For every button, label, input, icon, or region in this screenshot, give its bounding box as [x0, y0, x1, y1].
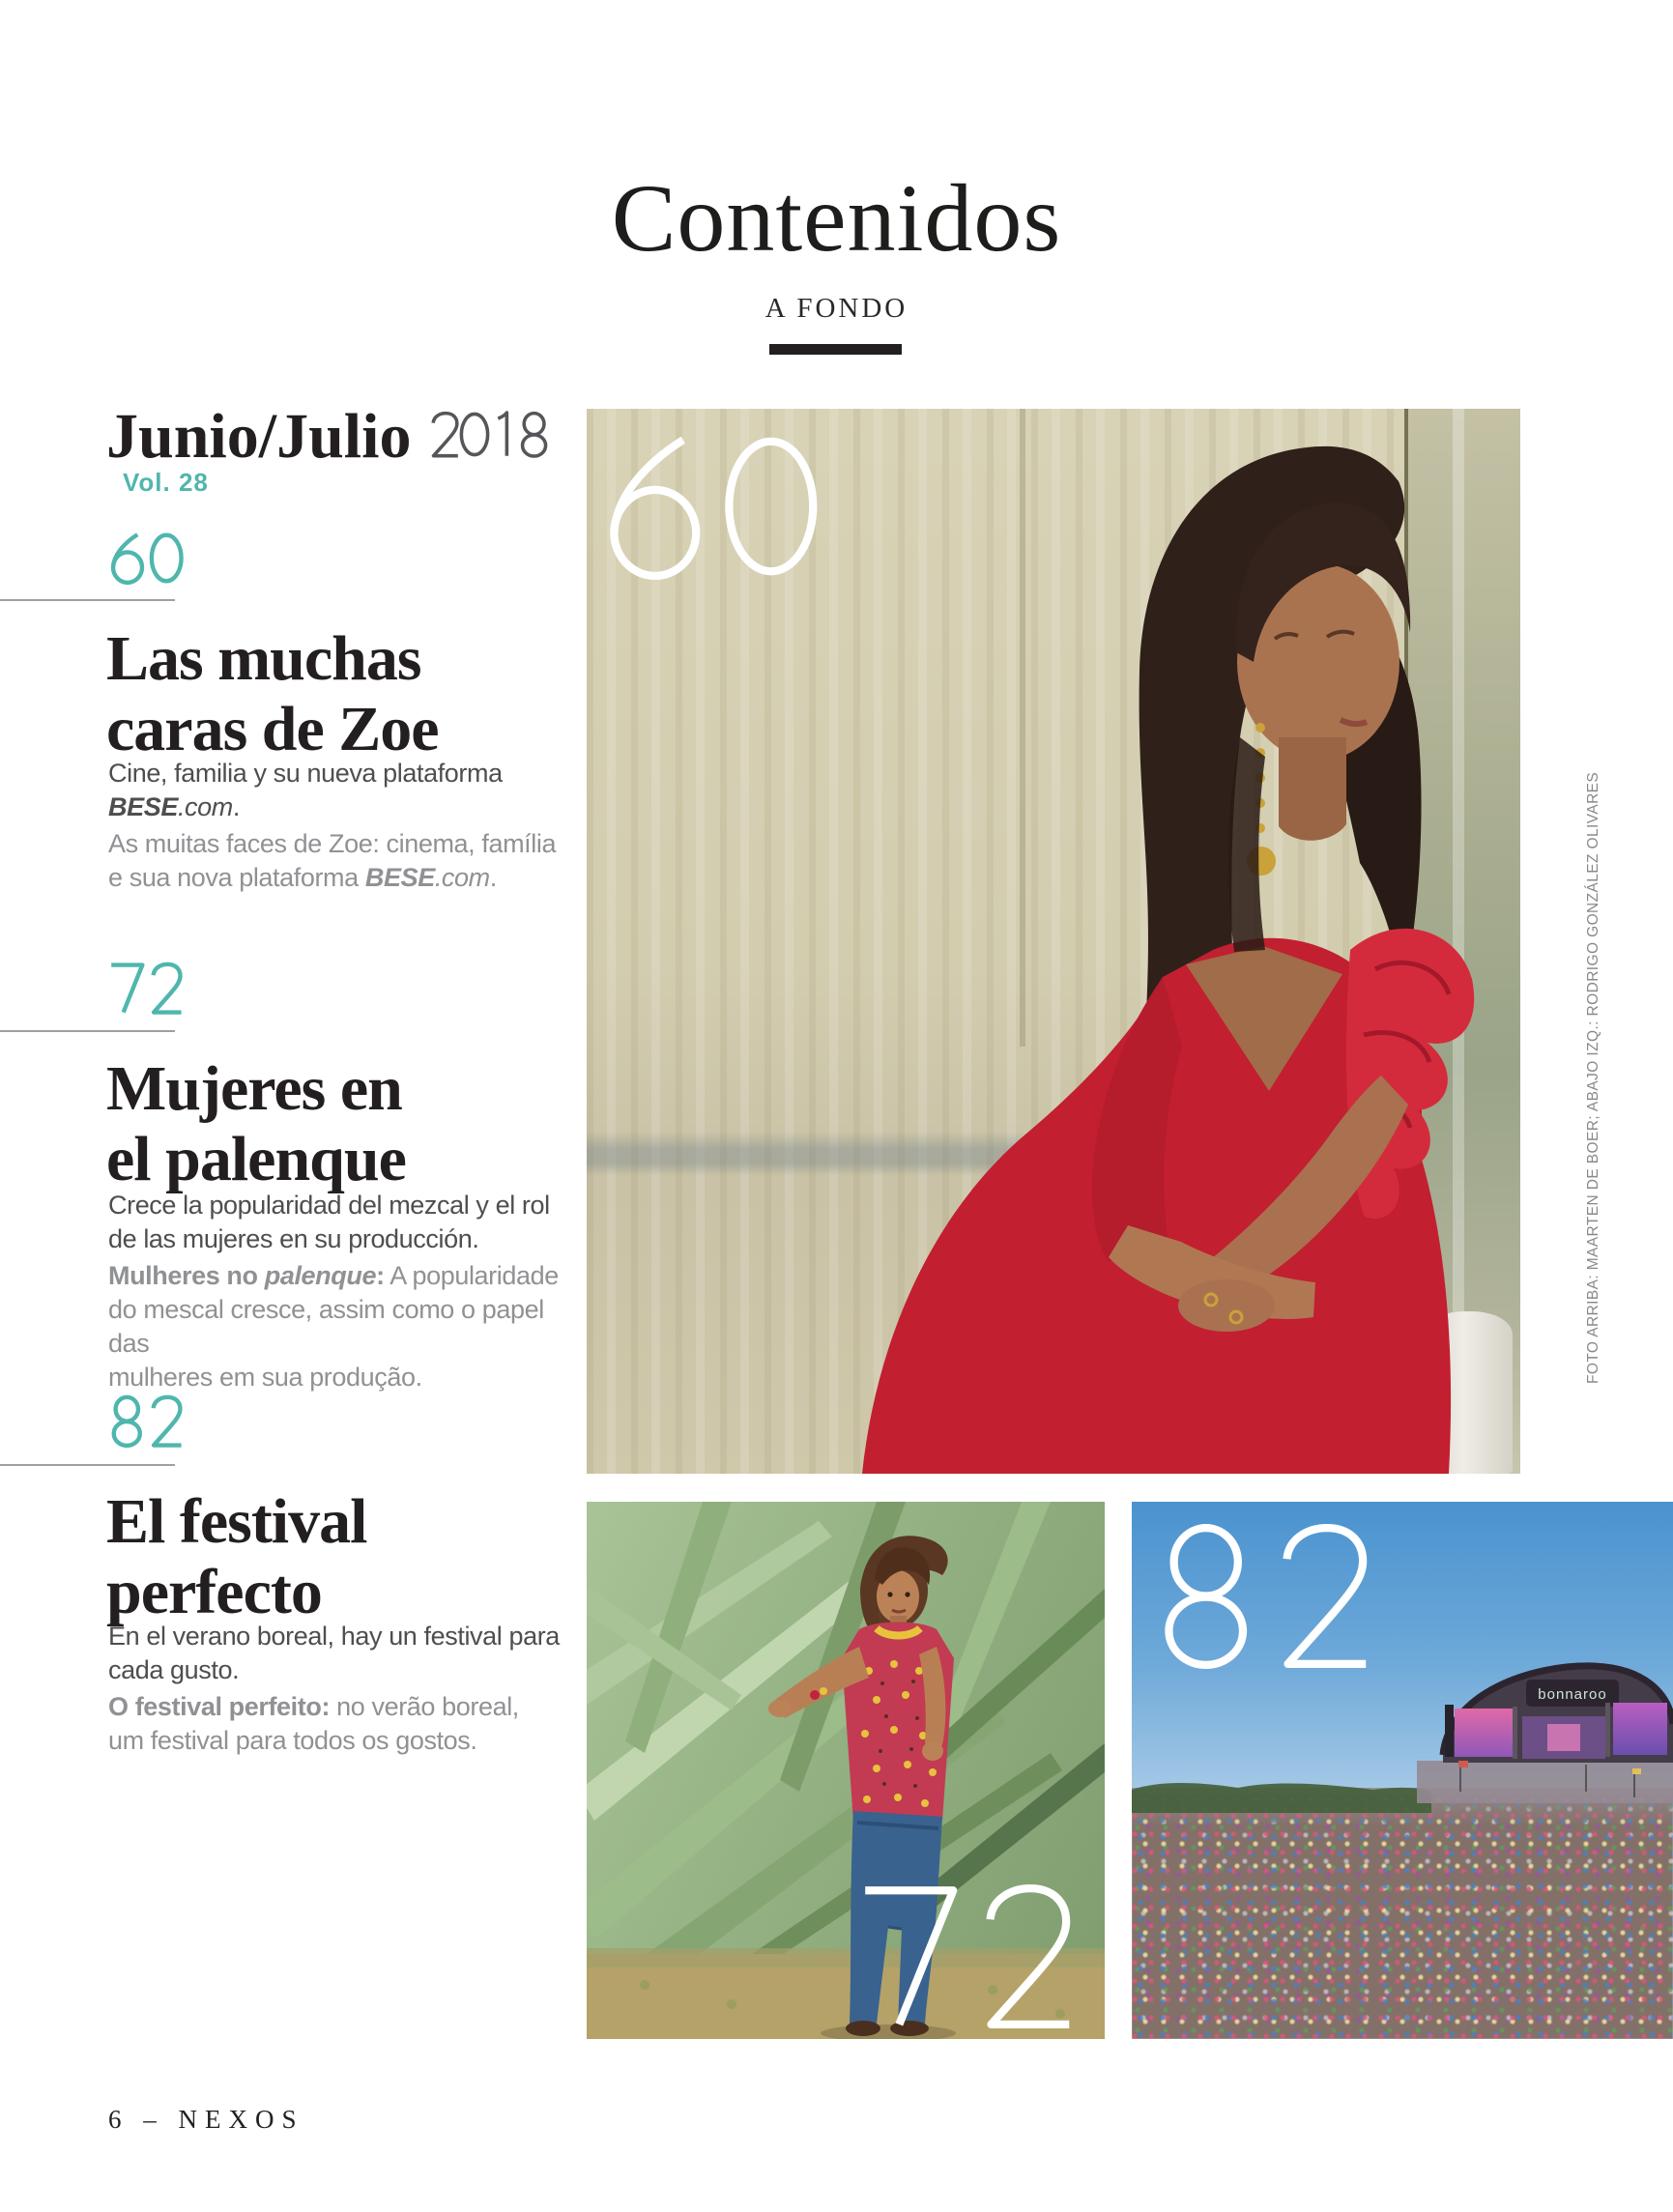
toc-number-60	[109, 532, 184, 584]
article-title-72: Mujeres en el palenque	[106, 1053, 406, 1194]
article-desc-pt-72: Mulheres no palenque: A popularidade do mescal cresce, assim como o papel das mulheres em sua produção.	[108, 1261, 559, 1392]
article-desc-es-82: En el verano boreal, hay un festival para cada gusto.	[108, 1622, 560, 1684]
section-rule	[0, 599, 175, 601]
issue-volume: Vol. 28	[123, 468, 209, 497]
issue-year	[429, 412, 550, 457]
photo-credit: FOTO ARRIBA: MAARTEN DE BOER; ABAJO IZQ.: RODRIGO GONZÁLEZ OLIVARES	[1585, 771, 1601, 1384]
article-title-82: El festival perfecto	[106, 1486, 367, 1627]
issue-line	[106, 400, 550, 474]
article-desc-es-72: Crece la popularidad del mezcal y el rol de las mujeres en su producción.	[108, 1191, 550, 1253]
article-desc-pt-60: As muitas faces de Zoe: cinema, família e sua nova plataforma BESE.com.	[108, 829, 557, 892]
article-desc-pt-82: O festival perfeito: no verão boreal, um festival para todos os gostos.	[108, 1692, 519, 1755]
toc-number-82	[109, 1395, 184, 1447]
toc-number-72	[109, 962, 184, 1014]
photo-festival	[1132, 1502, 1673, 2039]
section-kicker: A FONDO	[764, 293, 909, 324]
page-folio: 6 – NEXOS	[108, 2105, 304, 2134]
kicker-underline-bar	[769, 344, 902, 355]
article-desc-es-60: Cine, familia y su nueva plataforma BESE.com.	[108, 759, 503, 821]
section-rule	[0, 1030, 175, 1032]
photo-page-number-72	[859, 1883, 1078, 2028]
page-title: Contenidos	[611, 164, 1062, 272]
issue-date: Junio/Julio	[106, 401, 412, 472]
photo-page-number-60	[603, 434, 822, 579]
photo-mezcal-agave	[587, 1502, 1105, 2039]
overlay-numerals-82	[1156, 1523, 1374, 1668]
article-title-60: Las muchas caras de Zoe	[106, 623, 439, 764]
stage-sign-text: bonnaroo	[1538, 1686, 1607, 1703]
overlay-numerals-72	[859, 1883, 1078, 2028]
photo-page-number-82	[1156, 1523, 1374, 1668]
feature-photo-zoe	[587, 409, 1520, 1474]
overlay-numerals-60	[603, 434, 822, 579]
section-rule	[0, 1464, 175, 1466]
